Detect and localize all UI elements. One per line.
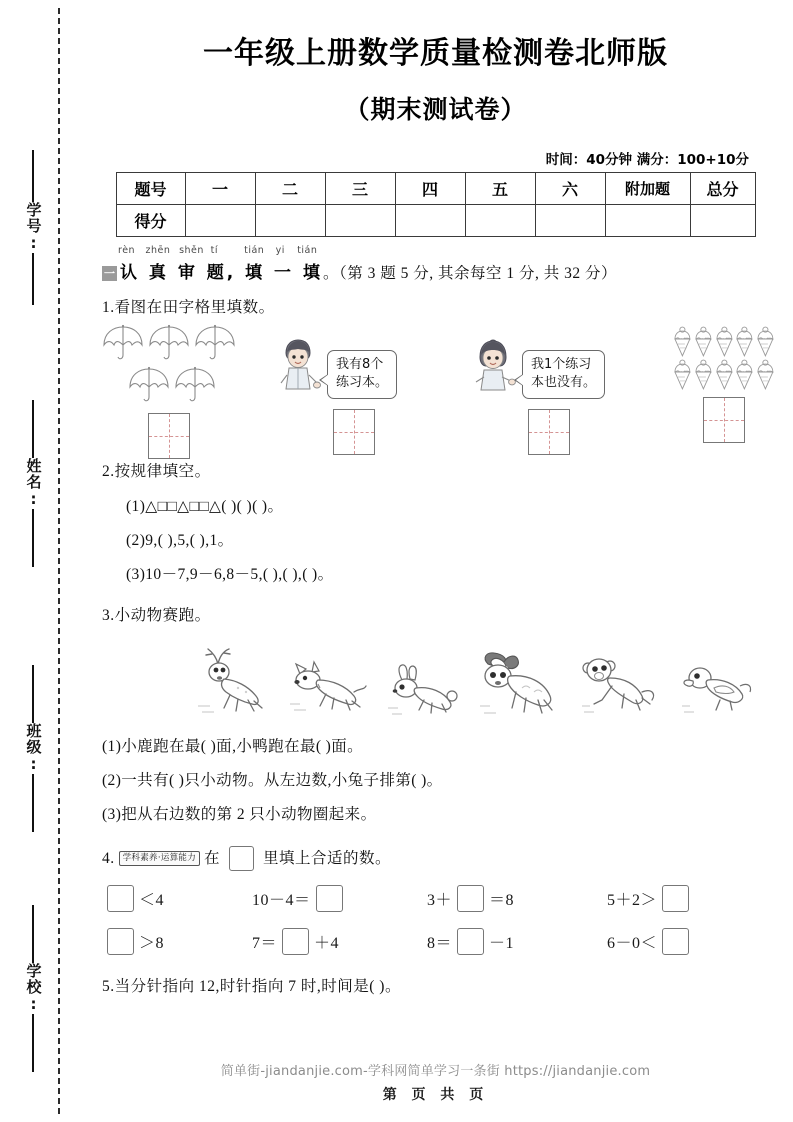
animal-deer — [188, 646, 274, 720]
picture-group-umbrellas — [100, 323, 250, 459]
ice-cream-icon — [672, 358, 693, 391]
question-4-text-a: 在 — [204, 850, 221, 868]
sidebar-rule — [32, 253, 34, 305]
umbrella-row-1 — [100, 323, 250, 363]
girl-bubble-line-1: 本也没有。 — [531, 375, 597, 391]
score-table-row-label-0: 题号 — [116, 173, 185, 205]
pinyin-6: tián — [297, 245, 318, 256]
equation-2 — [427, 885, 607, 912]
girl-character-icon — [470, 337, 516, 399]
score-table-row-label-1: 得分 — [116, 205, 185, 237]
score-cell-0[interactable] — [185, 205, 255, 237]
exam-meta-info: 时间：40分钟 满分：100+10分 — [545, 152, 749, 168]
page-title: 一年级上册数学质量检测卷北师版 — [203, 36, 668, 71]
score-cell-7[interactable] — [690, 205, 755, 237]
sidebar-rule — [32, 905, 34, 963]
equation-3-text: 5＋2＞ — [607, 892, 658, 910]
boy-speech-bubble — [327, 350, 397, 400]
ice-cream-icon — [714, 358, 735, 391]
boy-character-icon — [275, 337, 321, 399]
question-5-stem[interactable]: 5.当分针指向 12,时针指向 7 时,时间是( )。 — [102, 978, 401, 996]
question-5 — [102, 975, 793, 998]
sidebar-rule — [32, 665, 34, 723]
equation-6-text-a: 8＝ — [427, 935, 453, 953]
equation-7 — [607, 928, 777, 955]
sidebar-rule — [32, 1014, 34, 1072]
pinyin-5: yi — [275, 245, 285, 256]
animal-duck — [680, 660, 754, 718]
pinyin-0: rèn — [118, 245, 136, 256]
equation-4 — [102, 928, 252, 955]
equation-6-answer-box[interactable] — [457, 928, 484, 955]
equation-5-text-b: ＋4 — [314, 935, 340, 953]
answer-box-tian-zi-ge-1[interactable] — [148, 413, 190, 459]
ice-cream-icon — [755, 358, 776, 391]
monkey-icon — [580, 652, 662, 720]
pinyin-4: tián — [244, 245, 265, 256]
answer-box-tian-zi-ge-3[interactable] — [528, 409, 570, 455]
exam-page — [78, 0, 793, 1122]
question-4-text-b: 里填上合适的数。 — [263, 850, 392, 868]
question-1-stem: 1.看图在田字格里填数。 — [102, 299, 275, 316]
sidebar-rule — [32, 509, 34, 567]
question-1 — [102, 296, 793, 319]
section-one — [102, 245, 793, 283]
inline-answer-box[interactable] — [229, 846, 254, 871]
table-row-header — [116, 173, 755, 205]
question-4 — [102, 846, 793, 871]
sheep-icon — [474, 650, 566, 722]
girl-speech-bubble — [522, 350, 605, 400]
fold-dashed-line — [58, 8, 60, 1114]
ice-cream-grid — [672, 325, 776, 391]
ice-cream-row-1 — [672, 325, 776, 358]
question-3 — [102, 604, 793, 627]
boy-speech-group — [275, 337, 397, 399]
sidebar-slot-school — [10, 905, 56, 1072]
question-3-sub-0[interactable]: (1)小鹿跑在最( )面,小鸭跑在最( )面。 — [102, 737, 364, 755]
footer-page-number: 第 页 共 页 — [382, 1087, 489, 1103]
footer-source: 简单街-jiandanjie.com-学科网简单学习一条街 https://jiandanjie.com — [220, 1064, 651, 1079]
question-4-stem — [102, 846, 793, 871]
equation-4-answer-box[interactable] — [107, 928, 134, 955]
animal-dog — [288, 660, 370, 720]
question-2-stem: 2.按规律填空。 — [102, 463, 211, 481]
score-table-col-7: 总分 — [690, 173, 755, 205]
sidebar-slot-student-id — [10, 150, 56, 305]
section-header — [102, 258, 793, 283]
equation-4-text: ＞8 — [139, 935, 165, 953]
equation-3 — [607, 885, 777, 912]
pinyin-3: tí — [210, 245, 218, 256]
umbrella-icon — [172, 365, 218, 405]
score-cell-4[interactable] — [465, 205, 535, 237]
score-cell-1[interactable] — [255, 205, 325, 237]
pinyin-2: shěn — [179, 245, 204, 256]
equation-0-text: ＜4 — [139, 892, 165, 910]
equation-5-answer-box[interactable] — [282, 928, 309, 955]
umbrella-icon — [146, 323, 192, 363]
ice-cream-row-2 — [672, 358, 776, 391]
deer-icon — [188, 646, 274, 720]
score-table-col-0: 一 — [185, 173, 255, 205]
question-3-animal-row — [188, 628, 793, 724]
sidebar-item-label-1: 姓名: — [24, 458, 43, 509]
section-pinyin — [118, 245, 793, 258]
sidebar-item-label-0: 学号: — [24, 202, 43, 253]
ice-cream-icon — [734, 358, 755, 391]
equation-7-answer-box[interactable] — [662, 928, 689, 955]
dog-icon — [288, 660, 370, 720]
equation-2-text-a: 3＋ — [427, 892, 453, 910]
picture-group-ice-creams — [672, 325, 776, 443]
question-3-stem: 3.小动物赛跑。 — [102, 607, 211, 625]
equation-1-answer-box[interactable] — [316, 885, 343, 912]
sidebar-slot-class — [10, 665, 56, 832]
equation-7-text: 6－0＜ — [607, 935, 658, 953]
umbrella-grid — [100, 323, 250, 405]
sidebar-rule — [32, 150, 34, 202]
question-2-sub-2[interactable]: (3)10－7,9－6,8－5,( ),( ),( )。 — [126, 566, 334, 583]
score-cell-3[interactable] — [395, 205, 465, 237]
section-title: 认 真 审 题, 填 一 填 — [120, 263, 323, 283]
pinyin-1: zhēn — [145, 245, 171, 256]
binding-margin — [0, 0, 78, 1122]
answer-box-tian-zi-ge-2[interactable] — [333, 409, 375, 455]
ice-cream-icon — [693, 325, 714, 358]
question-4-equation-grid — [102, 885, 793, 955]
score-table-col-1: 二 — [255, 173, 325, 205]
equation-5-text-a: 7＝ — [252, 935, 278, 953]
picture-group-girl — [470, 337, 605, 455]
score-table-col-2: 三 — [325, 173, 395, 205]
equation-3-answer-box[interactable] — [662, 885, 689, 912]
page-subtitle: （期末测试卷） — [344, 95, 527, 124]
equation-5 — [252, 928, 427, 955]
umbrella-icon — [192, 323, 238, 363]
question-1-picture-row — [90, 319, 793, 447]
equation-6 — [427, 928, 607, 955]
umbrella-icon — [100, 323, 146, 363]
equation-1 — [252, 885, 427, 912]
equation-6-text-b: －1 — [489, 935, 515, 953]
girl-bubble-line-0: 我1个练习 — [531, 356, 592, 372]
ice-cream-icon — [734, 325, 755, 358]
sidebar-rule — [32, 774, 34, 832]
umbrella-row-2 — [126, 365, 250, 405]
question-2-sub-0[interactable]: (1)△□□△□□△( )( )( )。 — [126, 497, 284, 515]
page-footer — [78, 1060, 793, 1104]
score-cell-5[interactable] — [535, 205, 605, 237]
question-3-sub-2[interactable]: (3)把从右边数的第 2 只小动物圈起来。 — [102, 806, 377, 823]
equation-0 — [102, 885, 252, 912]
ice-cream-icon — [672, 325, 693, 358]
duck-icon — [680, 660, 754, 718]
answer-box-tian-zi-ge-4[interactable] — [703, 397, 745, 443]
ice-cream-icon — [693, 358, 714, 391]
equation-2-text-b: ＝8 — [489, 892, 515, 910]
equation-1-text: 10－4＝ — [252, 892, 311, 910]
score-table-col-6: 附加题 — [605, 173, 690, 205]
score-table-col-4: 五 — [465, 173, 535, 205]
umbrella-icon — [126, 365, 172, 405]
score-table-col-5: 六 — [535, 173, 605, 205]
question-3-subs — [102, 735, 793, 827]
equation-2-answer-box[interactable] — [457, 885, 484, 912]
rabbit-icon — [386, 664, 464, 720]
animal-sheep — [474, 650, 566, 722]
question-2 — [102, 460, 793, 586]
sidebar-slot-name — [10, 400, 56, 567]
table-row-scores — [116, 205, 755, 237]
question-4-number: 4. — [102, 850, 115, 868]
animal-monkey — [580, 652, 662, 720]
section-number-badge: 一 — [104, 267, 115, 280]
sidebar-item-label-2: 班级: — [24, 723, 43, 774]
section-score-note: 。（第 3 题 5 分, 其余每空 1 分, 共 32 分） — [322, 265, 617, 282]
score-table — [116, 172, 756, 237]
score-cell-6[interactable] — [605, 205, 690, 237]
boy-bubble-line-0: 我有8个 — [336, 356, 384, 372]
ice-cream-icon — [714, 325, 735, 358]
boy-bubble-line-1: 练习本。 — [336, 375, 389, 391]
score-cell-2[interactable] — [325, 205, 395, 237]
picture-group-boy — [275, 337, 397, 455]
question-2-sub-1[interactable]: (2)9,( ),5,( ),1。 — [126, 531, 234, 549]
sidebar-rule — [32, 400, 34, 458]
competency-badge: 学科素养·运算能力 — [119, 851, 200, 866]
score-table-col-3: 四 — [395, 173, 465, 205]
ice-cream-icon — [755, 325, 776, 358]
sidebar-item-label-3: 学校: — [24, 963, 43, 1014]
girl-speech-group — [470, 337, 605, 399]
animal-rabbit — [386, 664, 464, 720]
question-3-sub-1[interactable]: (2)一共有( )只小动物。从左边数,小兔子排第( )。 — [102, 771, 443, 789]
equation-0-answer-box[interactable] — [107, 885, 134, 912]
